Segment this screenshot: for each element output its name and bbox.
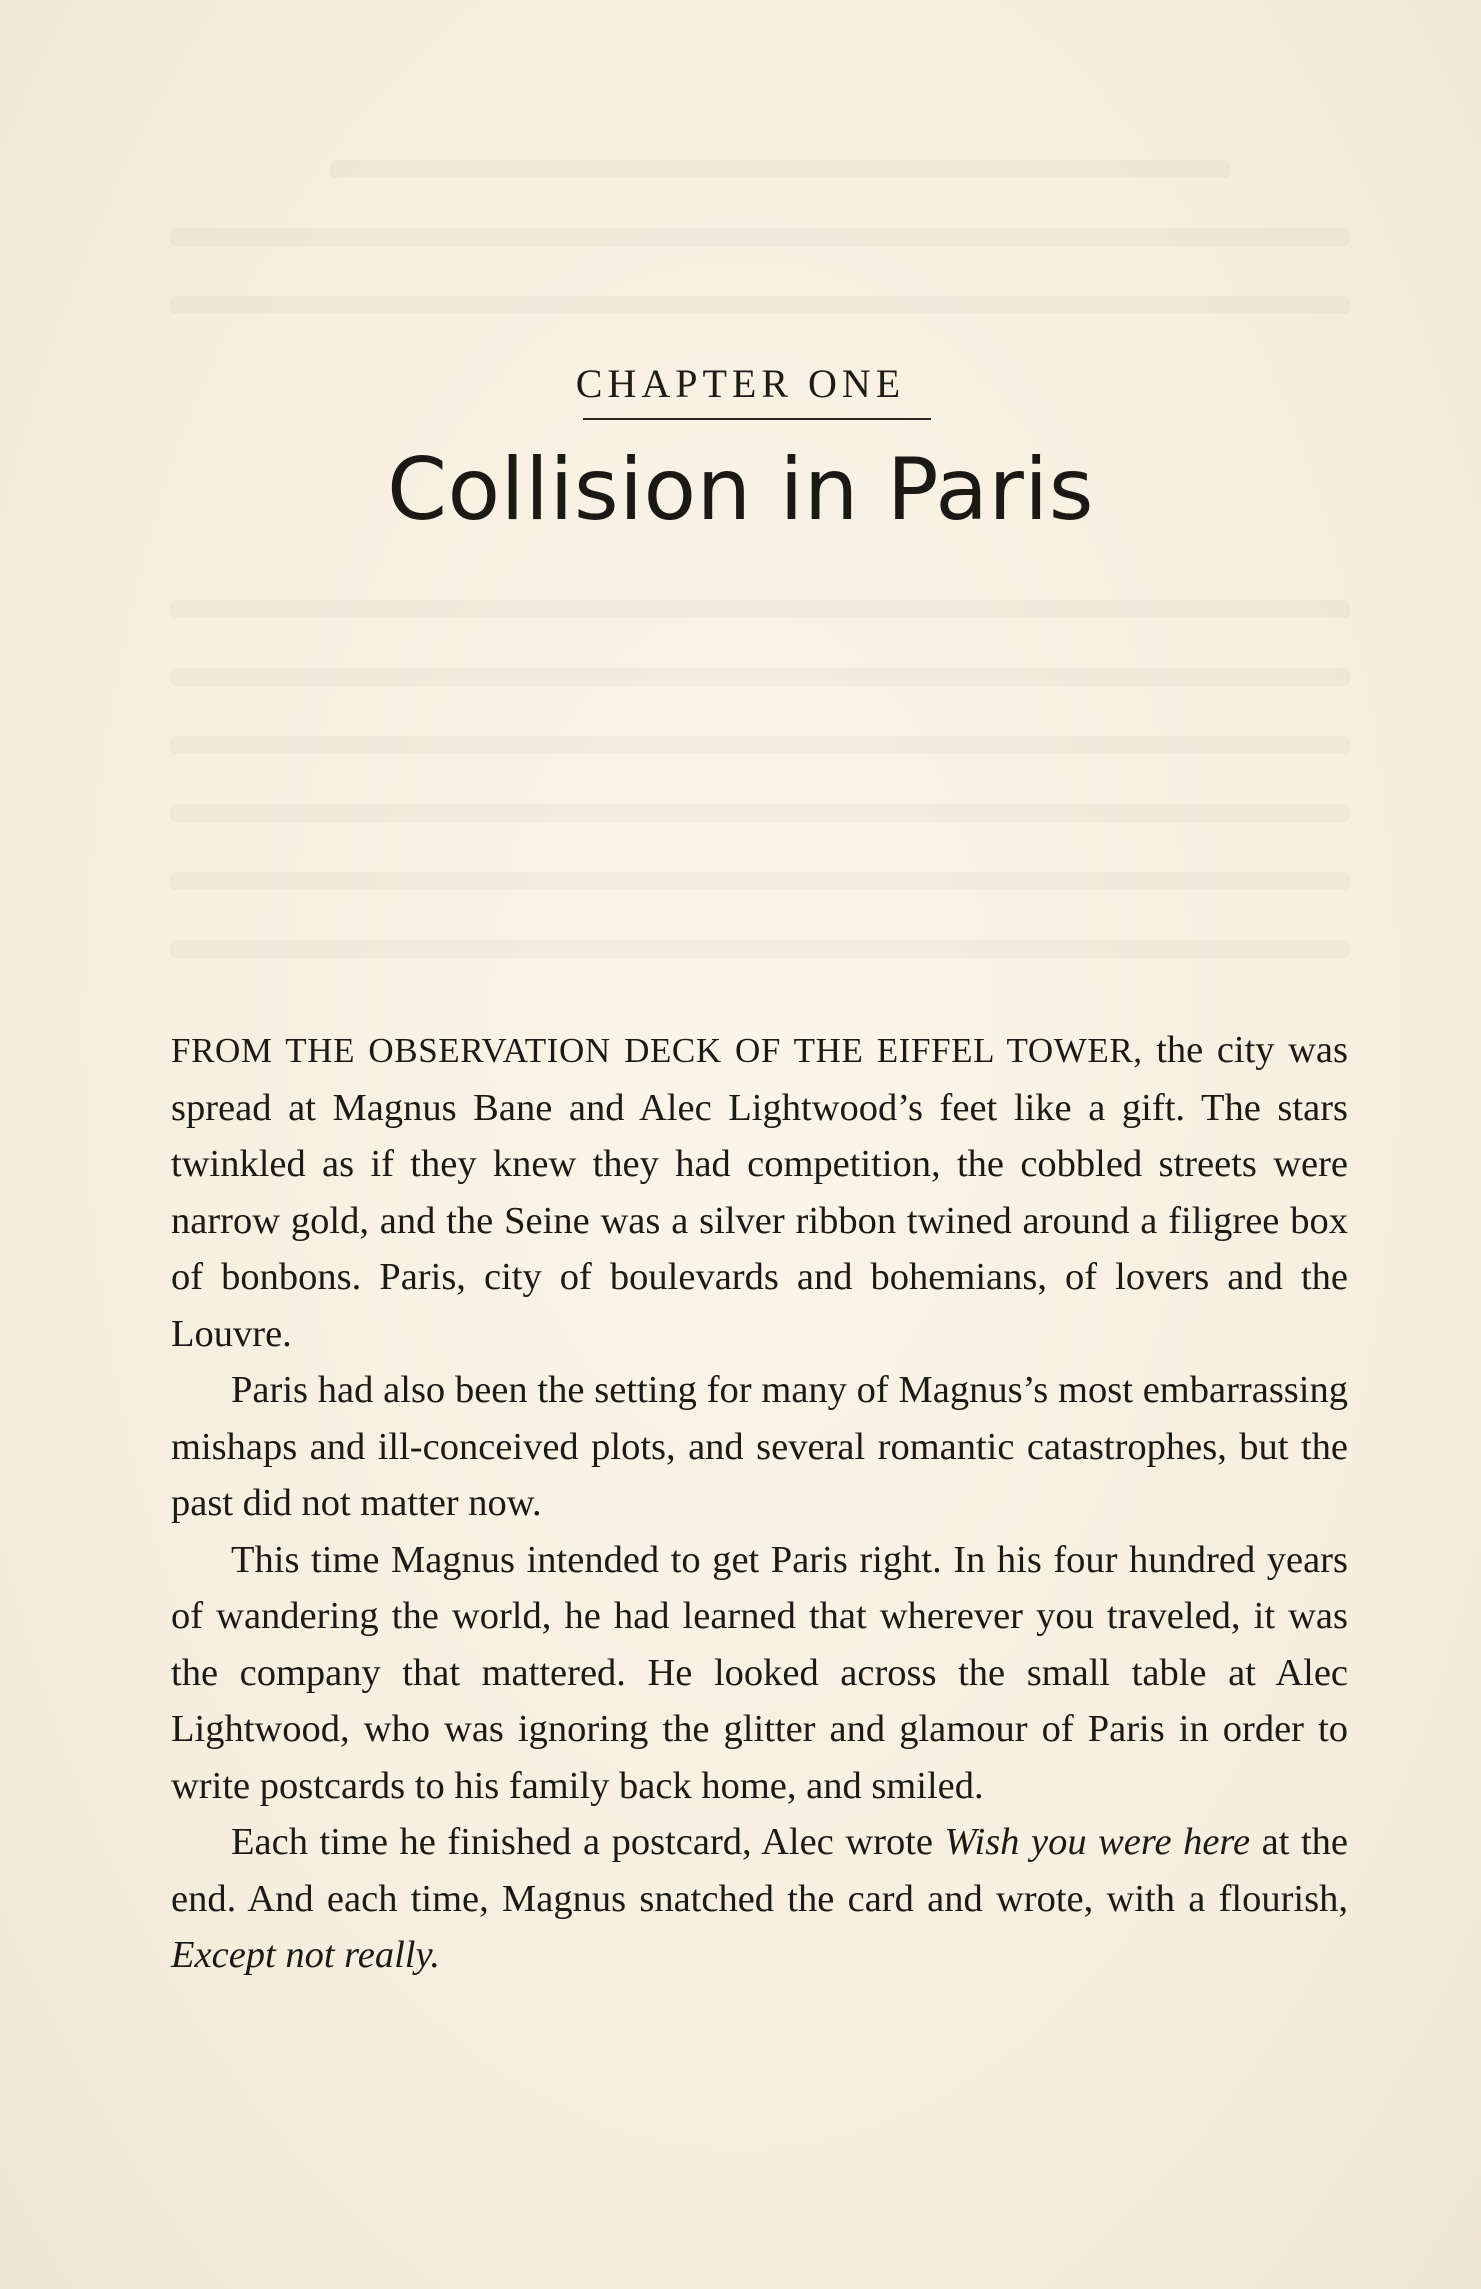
chapter-body <box>171 1022 1348 1984</box>
italic-wish-you-were-here: Wish you were here <box>944 1821 1251 1863</box>
bleed-through-line <box>170 228 1350 246</box>
bleed-through-line <box>170 872 1350 890</box>
bleed-through-line <box>170 296 1350 314</box>
bleed-through-line <box>170 940 1350 958</box>
bleed-through-line <box>330 160 1230 178</box>
paragraph-2: Paris had also been the setting for many of Magnus’s most embarrassing mishaps and ill-conceived plots, and several romantic catastrophes, but the past did not matter now. <box>171 1369 1348 1524</box>
bleed-through-line <box>170 668 1350 686</box>
bleed-through-line <box>170 600 1350 618</box>
bleed-through-line <box>170 736 1350 754</box>
opening-small-caps: FROM THE OBSERVATION DECK OF THE EIFFEL TOWER, <box>171 1031 1143 1070</box>
paragraph-4-text-b: at the end. And each time, Magnus snatched the card and wrote, with a flourish, <box>171 1821 1349 1920</box>
paragraph-3: This time Magnus intended to get Paris right. In his four hundred years of wandering the world, he had learned that wherever you traveled, it was the company that mattered. He looked across the small table at Alec Lightwood, who was ignoring the glitter and glamour of Paris in order to write postcards to his family back home, and smiled. <box>171 1538 1348 1807</box>
chapter-label: CHAPTER ONE <box>575 361 906 406</box>
bleed-through-line <box>170 804 1350 822</box>
paragraph-1-text: the city was spread at Magnus Bane and Alec Lightwood’s feet like a gift. The stars twinkled as if they knew they had competition, the cobbled streets were narrow gold, and the Seine was a silver ribbon twined around a filigree box of bonbons. Paris, city of boulevards and bohemians, of lovers and the Louvre. <box>171 1029 1348 1355</box>
paragraph-4-text-a: Each time he finished a postcard, Alec wrote <box>231 1821 933 1863</box>
chapter-rule <box>583 418 931 420</box>
paragraph-1 <box>171 1022 1348 1362</box>
italic-except-not-really: Except not really. <box>171 1934 441 1976</box>
chapter-title: Collision in Paris <box>387 440 1094 540</box>
paragraph-4 <box>171 1814 1348 1984</box>
